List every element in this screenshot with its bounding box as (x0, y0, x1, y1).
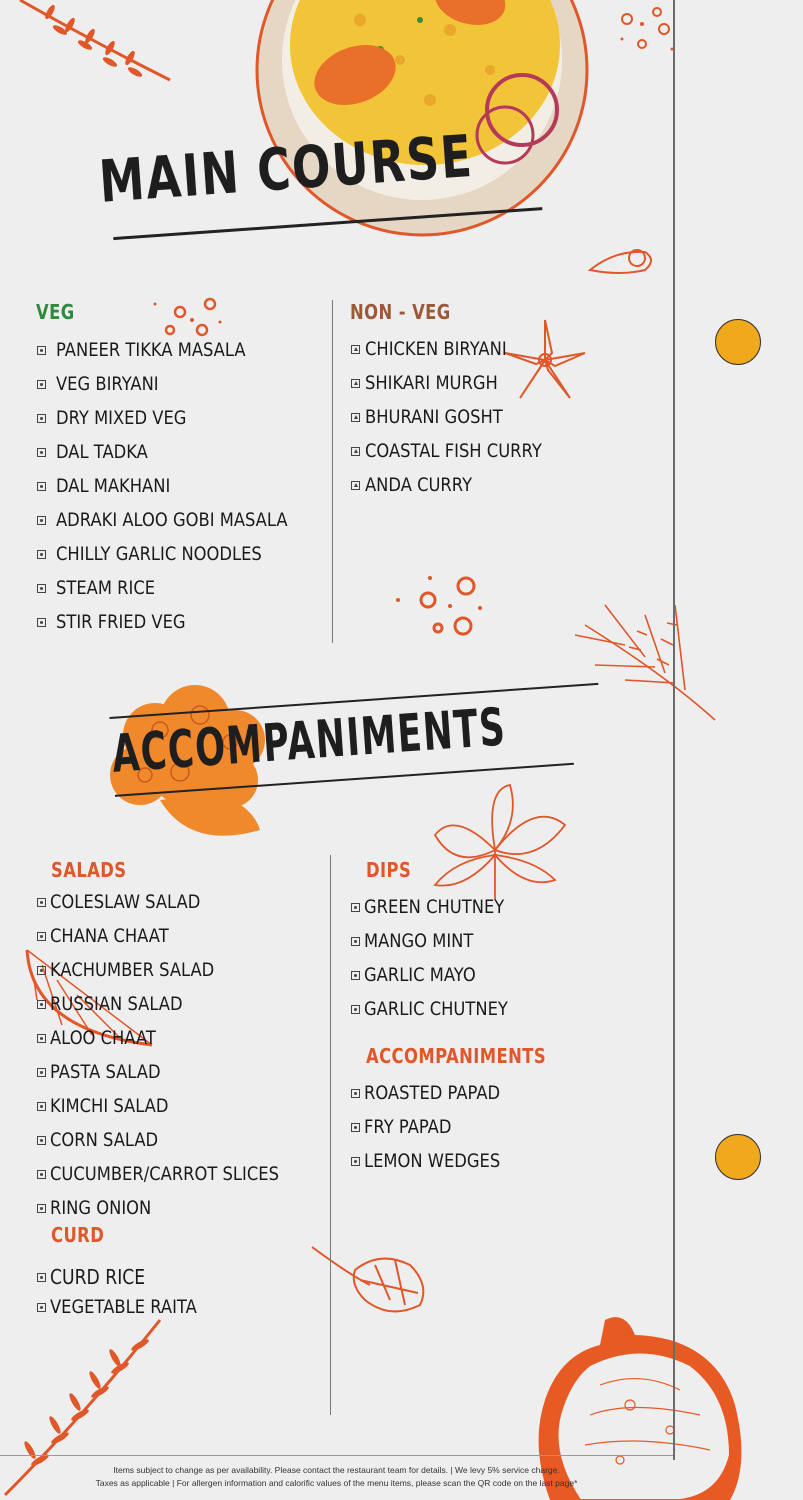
title-underline (113, 207, 542, 240)
peppercorn-illustration (612, 4, 682, 64)
peppercorn-illustration (388, 568, 488, 648)
veg-icon (351, 1005, 360, 1014)
list-item: ANDA CURRY (351, 468, 571, 502)
list-item: COLESLAW SALAD (37, 885, 316, 919)
list-item: RING ONION (37, 1191, 316, 1225)
footer-line-2: Taxes as applicable | For allergen information and calorific values of the menu items, please scan the QR code on the last page* (95, 1478, 578, 1488)
curd-list (37, 1262, 221, 1322)
veg-icon (351, 971, 360, 980)
salads-heading: SALADS (51, 858, 127, 882)
veg-icon (37, 1034, 46, 1043)
list-item: KIMCHI SALAD (37, 1089, 316, 1123)
list-item: ALOO CHAAT (37, 1021, 316, 1055)
veg-icon (37, 1068, 46, 1077)
veg-icon (351, 1123, 360, 1132)
list-item: ROASTED PAPAD (351, 1076, 522, 1110)
veg-icon (351, 937, 360, 946)
list-item: CUCUMBER/CARROT SLICES (37, 1157, 316, 1191)
nonveg-icon (351, 481, 360, 490)
footer-divider (0, 1455, 673, 1456)
list-item: ADRAKI ALOO GOBI MASALA (37, 503, 325, 537)
dips-list (351, 890, 531, 1026)
list-item: DAL TADKA (37, 435, 325, 469)
veg-icon (37, 1102, 46, 1111)
veg-icon (37, 1273, 46, 1282)
veg-icon (37, 414, 46, 423)
rosemary-illustration (10, 0, 180, 95)
veg-icon (351, 1089, 360, 1098)
list-item: GARLIC CHUTNEY (351, 992, 531, 1026)
right-divider (673, 0, 675, 1460)
veg-icon (37, 618, 46, 627)
decor-dot-bottom (715, 1134, 761, 1180)
footer-line-1: Items subject to change as per availability. Please contact the restaurant team for details. | We levy 5% service charge. (113, 1465, 560, 1475)
veg-icon (37, 1000, 46, 1009)
curd-heading: CURD (51, 1223, 105, 1247)
veg-icon (37, 932, 46, 941)
veg-icon (37, 516, 46, 525)
accompaniments-title: ACCOMPANIMENTS (110, 697, 509, 785)
garlic-illustration (585, 240, 660, 280)
list-item: DRY MIXED VEG (37, 401, 325, 435)
veg-icon (351, 1157, 360, 1166)
list-item: STEAM RICE (37, 571, 325, 605)
veg-list (37, 333, 325, 639)
veg-icon (37, 584, 46, 593)
list-item: VEG BIRYANI (37, 367, 325, 401)
others-list (351, 1076, 522, 1178)
decor-dot-top (715, 319, 761, 365)
dips-heading: DIPS (366, 858, 412, 882)
veg-icon (351, 903, 360, 912)
list-item: GARLIC MAYO (351, 958, 531, 992)
salads-list (37, 885, 316, 1225)
list-item: GREEN CHUTNEY (351, 890, 531, 924)
veg-heading: VEG (36, 300, 75, 324)
list-item: KACHUMBER SALAD (37, 953, 316, 987)
veg-icon (37, 898, 46, 907)
footer-note (0, 1464, 673, 1490)
list-item: DAL MAKHANI (37, 469, 325, 503)
veg-icon (37, 550, 46, 559)
list-item: CHILLY GARLIC NOODLES (37, 537, 325, 571)
veg-icon (37, 1204, 46, 1213)
veg-icon (37, 482, 46, 491)
veg-icon (37, 1170, 46, 1179)
list-item: LEMON WEDGES (351, 1144, 522, 1178)
list-item: VEGETABLE RAITA (37, 1292, 221, 1322)
veg-icon (37, 1136, 46, 1145)
veg-icon (37, 448, 46, 457)
list-item: CHICKEN BIRYANI (351, 332, 571, 366)
main-course-title: MAIN COURSE (97, 121, 476, 216)
veg-icon (37, 966, 46, 975)
nonveg-heading: NON - VEG (350, 300, 451, 324)
nonveg-icon (351, 447, 360, 456)
nonveg-icon (351, 379, 360, 388)
leaf-illustration (310, 1245, 430, 1320)
veg-icon (37, 346, 46, 355)
list-item: MANGO MINT (351, 924, 531, 958)
column-divider (332, 300, 333, 643)
others-heading: ACCOMPANIMENTS (366, 1044, 547, 1068)
list-item: COASTAL FISH CURRY (351, 434, 571, 468)
list-item: STIR FRIED VEG (37, 605, 325, 639)
list-item: CHANA CHAAT (37, 919, 316, 953)
veg-icon (37, 380, 46, 389)
nonveg-icon (351, 345, 360, 354)
nonveg-list (351, 332, 571, 502)
list-item: FRY PAPAD (351, 1110, 522, 1144)
nonveg-icon (351, 413, 360, 422)
list-item: CURD RICE (37, 1262, 221, 1292)
list-item: BHURANI GOSHT (351, 400, 571, 434)
list-item: CORN SALAD (37, 1123, 316, 1157)
list-item: RUSSIAN SALAD (37, 987, 316, 1021)
list-item: PANEER TIKKA MASALA (37, 333, 325, 367)
list-item: PASTA SALAD (37, 1055, 316, 1089)
column-divider (330, 855, 331, 1415)
list-item: SHIKARI MURGH (351, 366, 571, 400)
veg-icon (37, 1303, 46, 1312)
